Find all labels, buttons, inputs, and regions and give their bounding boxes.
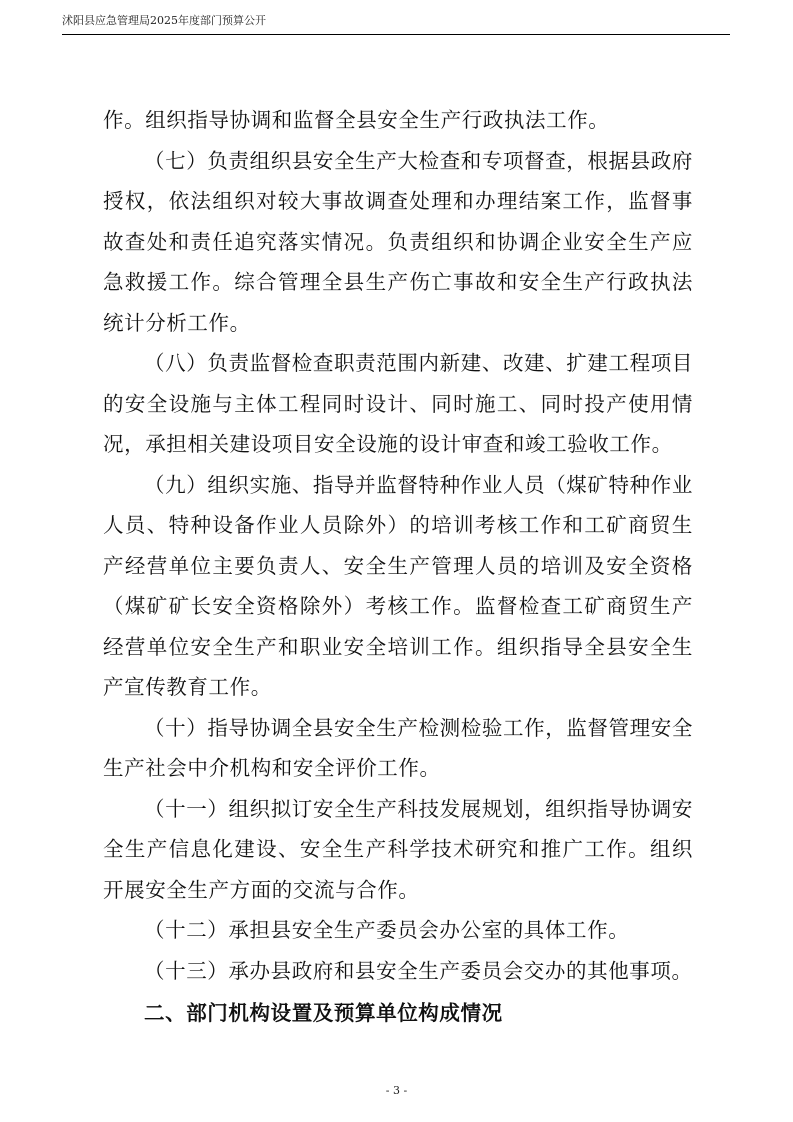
paragraph-item-13: （十三）承办县政府和县安全生产委员会交办的其他事项。 bbox=[144, 958, 693, 983]
paragraph-item-11: （十一）组织拟订安全生产科技发展规划，组织指导协调安全生产信息化建设、安全生产科学技术研究和推广工作。组织开展安全生产方面的交流与合作。 bbox=[103, 796, 693, 902]
section-heading: 二、部门机构设置及预算单位构成情况 bbox=[144, 1001, 503, 1025]
page-header bbox=[62, 12, 730, 35]
document-body bbox=[103, 100, 693, 1035]
header-title: 沭阳县应急管理局2025年度部门预算公开 bbox=[62, 14, 266, 27]
paragraph-item-12: （十二）承担县安全生产委员会办公室的具体工作。 bbox=[144, 918, 630, 942]
paragraph-item-9: （九）组织实施、指导并监督特种作业人员（煤矿特种作业人员、特种设备作业人员除外）的培训考核工作和工矿商贸生产经营单位主要负责人、安全生产管理人员的培训及安全资格（煤矿矿长安全资格除外）考核工作。监督检查工矿商贸生产经营单位安全生产和职业安全培训工作。组织指导全县安全生产宣传教育工作。 bbox=[103, 472, 693, 699]
paragraph-item-8: （八）负责监督检查职责范围内新建、改建、扩建工程项目的安全设施与主体工程同时设计、同时施工、同时投产使用情况，承担相关建设项目安全设施的设计审查和竣工验收工作。 bbox=[103, 351, 693, 456]
paragraph-continuation: 作。组织指导协调和监督全县安全生产行政执法工作。 bbox=[103, 108, 610, 132]
paragraph-item-10: （十）指导协调全县安全生产检测检验工作，监督管理安全生产社会中介机构和安全评价工作。 bbox=[103, 715, 693, 780]
paragraph-item-7: （七）负责组织县安全生产大检查和专项督查，根据县政府授权，依法组织对较大事故调查处理和办理结案工作，监督事故查处和责任追究落实情况。负责组织和协调企业安全生产应急救援工作。综合管理全县生产伤亡事故和安全生产行政执法统计分析工作。 bbox=[103, 148, 693, 335]
page-number: - 3 - bbox=[385, 1084, 408, 1097]
